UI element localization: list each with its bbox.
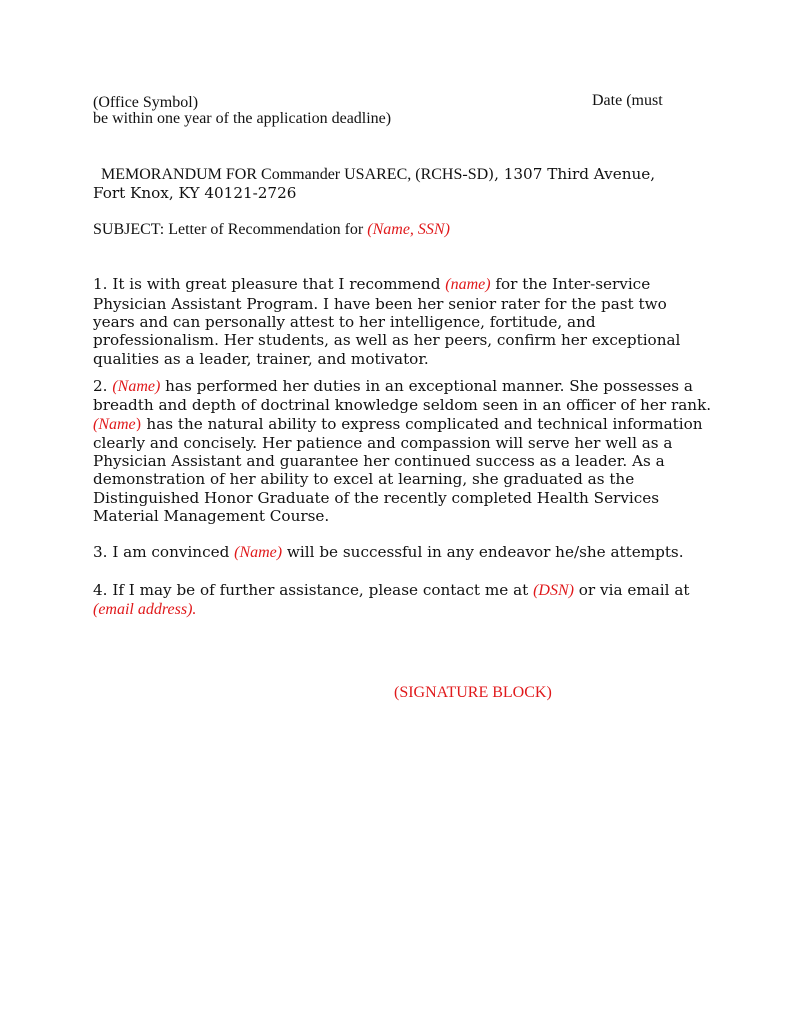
paragraph-2-line: Physician Assistant and guarantee her continued success as a leader. As a bbox=[93, 452, 665, 471]
header-row bbox=[93, 92, 703, 110]
office-symbol: (Office Symbol) bbox=[93, 94, 199, 111]
paragraph-3 bbox=[93, 543, 703, 562]
paragraph-1-line bbox=[93, 275, 703, 294]
name-placeholder: (Name bbox=[93, 415, 136, 433]
paragraph-1-line: years and can personally attest to her intelligence, fortitude, and bbox=[93, 313, 596, 332]
dsn-placeholder: (DSN) bbox=[533, 581, 574, 599]
subject-placeholder: (Name, SSN) bbox=[367, 221, 450, 239]
memo-for-address: ), 1307 Third Avenue, bbox=[488, 164, 656, 183]
paragraph-1-line: Physician Assistant Program. I have been her senior rater for the past two bbox=[93, 294, 667, 313]
paragraph-2-line bbox=[93, 377, 703, 396]
name-placeholder: (Name) bbox=[234, 544, 283, 562]
paragraph-4-line bbox=[93, 600, 703, 619]
paragraph-2-line bbox=[93, 415, 703, 434]
letter-page bbox=[93, 92, 712, 701]
name-placeholder: (name) bbox=[445, 276, 491, 294]
paragraph-4 bbox=[93, 581, 703, 620]
paragraph-2 bbox=[93, 376, 712, 526]
email-placeholder: (email address). bbox=[93, 600, 197, 618]
paragraph-2-text: 2. bbox=[93, 376, 113, 395]
paragraph-2-line: clearly and concisely. Her patience and compassion will serve her well as a bbox=[93, 433, 673, 452]
paragraph-1-line: qualities as a leader, trainer, and motivator. bbox=[93, 349, 429, 368]
paragraph-2-text: has the natural ability to express complicated and technical information bbox=[141, 414, 703, 433]
date-instructions: be within one year of the application deadline) bbox=[93, 110, 392, 128]
memo-for-line-2: Fort Knox, KY 40121-2726 bbox=[93, 183, 297, 202]
name-placeholder: (Name) bbox=[112, 377, 161, 395]
paragraph-4-line bbox=[93, 581, 703, 600]
paragraph-2-text: has performed her duties in an exceptional manner. She possesses a bbox=[160, 376, 693, 395]
paragraph-2-line: breadth and depth of doctrinal knowledge seldom seen in an officer of her rank. bbox=[93, 396, 712, 415]
paragraph-1-text: for the Inter-service bbox=[490, 275, 651, 294]
paragraph-3-text: will be successful in any endeavor he/she attempts. bbox=[282, 543, 684, 562]
memo-for-text: MEMORANDUM FOR Commander USAREC, (RCHS-SD bbox=[101, 165, 489, 183]
name-placeholder-paren: ) bbox=[135, 414, 142, 433]
paragraph-2-line: demonstration of her ability to excel at learning, she graduated as the bbox=[93, 470, 635, 489]
paragraph-2-line: Distinguished Honor Graduate of the recently completed Health Services bbox=[93, 488, 660, 507]
date-label: Date (must bbox=[592, 92, 663, 109]
paragraph-2-line: Material Management Course. bbox=[93, 507, 330, 526]
subject-line bbox=[93, 220, 703, 239]
paragraph-1-text: 1. It is with great pleasure that I recommend bbox=[93, 275, 446, 294]
memo-for-line-1 bbox=[93, 165, 703, 184]
paragraph-1 bbox=[93, 275, 703, 367]
paragraph-4-text: 4. If I may be of further assistance, please contact me at bbox=[93, 580, 534, 599]
paragraph-4-text: or via email at bbox=[573, 580, 690, 599]
subject-label: SUBJECT: Letter of Recommendation for bbox=[93, 221, 368, 239]
signature-block: (SIGNATURE BLOCK) bbox=[394, 684, 552, 701]
paragraph-1-line: professionalism. Her students, as well as her peers, confirm her exceptional bbox=[93, 331, 681, 350]
paragraph-3-text: 3. I am convinced bbox=[93, 543, 235, 562]
